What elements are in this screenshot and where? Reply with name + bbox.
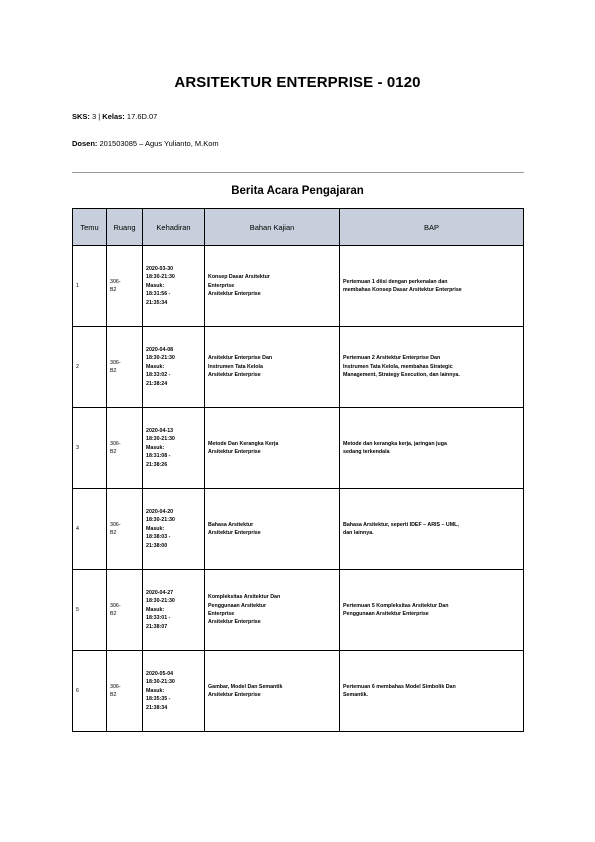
cell-bap — [340, 408, 524, 489]
course-meta-dosen — [72, 139, 219, 148]
table-row — [73, 651, 524, 732]
header-bap: BAP — [340, 209, 524, 246]
header-kehadiran: Kehadiran — [143, 209, 205, 246]
cell-ruang-line: B2 — [110, 287, 117, 293]
cell-kehadiran-line: 18:30-21:30 — [146, 355, 175, 362]
cell-ruang — [107, 489, 143, 570]
cell-bap — [340, 570, 524, 651]
cell-bap-line: Metode dan kerangka kerja, jaringan juga — [343, 440, 447, 447]
cell-kehadiran-line: 21:38:00 — [146, 542, 168, 549]
cell-ruang-line: 306- — [110, 521, 121, 528]
cell-bahan-kajian-line: Kompleksitas Arsitektur Dan — [208, 594, 281, 601]
header-temu: Temu — [73, 209, 107, 246]
cell-bahan-kajian-line: Enterprise — [208, 282, 235, 289]
kelas-label: Kelas: — [102, 112, 125, 121]
cell-bahan-kajian — [205, 651, 340, 732]
cell-bap — [340, 327, 524, 408]
cell-ruang — [107, 570, 143, 651]
cell-bap — [340, 489, 524, 570]
cell-bahan-kajian-line: Enterprise — [208, 611, 235, 617]
cell-kehadiran-line: Masuk: — [146, 444, 165, 451]
cell-kehadiran-line: 18:31:56 - — [146, 291, 171, 298]
cell-bap-line: Semantik. — [343, 692, 369, 698]
cell-kehadiran-line: 2020-04-13 — [146, 427, 174, 434]
cell-kehadiran-line: 21:35:34 — [146, 299, 168, 306]
cell-kehadiran-line: 18:30-21:30 — [146, 679, 175, 686]
sks-value: 3 | — [89, 112, 103, 121]
cell-kehadiran-line: Masuk: — [146, 525, 165, 532]
cell-kehadiran-line: 18:30-21:30 — [146, 436, 175, 443]
cell-ruang — [107, 246, 143, 327]
cell-kehadiran — [143, 246, 205, 327]
dosen-value: 201503085 – Agus Yulianto, M.Kom — [97, 139, 219, 148]
cell-bahan-kajian-line: Konsep Dasar Arsitektur — [208, 274, 270, 281]
cell-ruang-line: 306- — [110, 602, 121, 609]
cell-ruang-line: B2 — [110, 611, 117, 617]
cell-temu: 2 — [73, 327, 107, 408]
bap-table — [72, 208, 524, 732]
cell-kehadiran-line: 18:30-21:30 — [146, 598, 175, 605]
cell-ruang — [107, 651, 143, 732]
header-bahan-kajian: Bahan Kajian — [205, 209, 340, 246]
cell-ruang-line: B2 — [110, 530, 117, 536]
cell-ruang-line: 306- — [110, 359, 121, 366]
cell-bahan-kajian — [205, 570, 340, 651]
cell-kehadiran-line: Masuk: — [146, 606, 165, 613]
cell-kehadiran-line: 18:33:01 - — [146, 615, 171, 622]
dosen-label: Dosen: — [72, 139, 98, 148]
cell-ruang-line: 306- — [110, 683, 121, 690]
cell-bap-line: Penggunaan Arsitektur Enterprise — [343, 611, 429, 617]
cell-bahan-kajian-line: Bahasa Arsitektur — [208, 521, 254, 528]
cell-bahan-kajian-line: Arsitektur Enterprise Dan — [208, 355, 273, 362]
cell-bahan-kajian-line: Instrumen Tata Kelola — [208, 363, 263, 370]
cell-bap-line: Management, Strategy Execution, dan lainnya. — [343, 372, 460, 379]
cell-kehadiran-line: 18:30-21:30 — [146, 274, 175, 281]
cell-temu: 3 — [73, 408, 107, 489]
cell-temu: 5 — [73, 570, 107, 651]
cell-kehadiran-line: Masuk: — [146, 363, 165, 370]
cell-bap-line: membahas Konsep Dasar Arsitektur Enterprise — [343, 287, 462, 293]
table-row — [73, 570, 524, 651]
cell-bahan-kajian-line: Arsitektur Enterprise — [208, 449, 261, 455]
cell-kehadiran-line: 18:38:03 - — [146, 534, 171, 541]
cell-temu: 6 — [73, 651, 107, 732]
cell-bahan-kajian-line: Arsitektur Enterprise — [208, 692, 261, 698]
cell-ruang-line: B2 — [110, 368, 117, 374]
cell-bahan-kajian — [205, 408, 340, 489]
cell-bahan-kajian-line: Arsitektur Enterprise — [208, 291, 261, 298]
cell-bap-line: Pertemuan 5 Kompleksitas Arsitektur Dan — [343, 602, 449, 609]
cell-bahan-kajian-line: Arsitektur Enterprise — [208, 619, 261, 626]
cell-kehadiran-line: 2020-04-08 — [146, 346, 174, 353]
cell-kehadiran — [143, 570, 205, 651]
course-meta-sks-kelas — [72, 112, 157, 121]
sks-label: SKS: — [72, 112, 90, 121]
cell-ruang-line: 306- — [110, 278, 121, 285]
cell-kehadiran-line: 21:38:26 — [146, 461, 168, 468]
cell-kehadiran-line: 21:38:07 — [146, 623, 168, 630]
cell-bahan-kajian-line: Arsitektur Enterprise — [208, 372, 261, 379]
cell-kehadiran-line: 2020-04-27 — [146, 589, 174, 596]
cell-kehadiran-line: 21:38:34 — [146, 704, 168, 711]
table-body — [73, 246, 524, 732]
table-row — [73, 327, 524, 408]
cell-bahan-kajian — [205, 246, 340, 327]
cell-temu: 4 — [73, 489, 107, 570]
cell-ruang-line: B2 — [110, 692, 117, 698]
cell-kehadiran-line: 2020-05-04 — [146, 670, 174, 677]
cell-bap-line: Instrumen Tata Kelola, membahas Strategic — [343, 363, 453, 370]
cell-bap — [340, 246, 524, 327]
cell-bap-line: Bahasa Arsitektur, seperti IDEF – ARIS – UML, — [343, 521, 459, 528]
cell-bap-line: dan lainnya. — [343, 530, 374, 536]
horizontal-divider — [72, 172, 524, 173]
header-ruang: Ruang — [107, 209, 143, 246]
table-row — [73, 408, 524, 489]
cell-kehadiran — [143, 327, 205, 408]
cell-bap-line: Pertemuan 6 membahas Model Simbolik Dan — [343, 683, 456, 690]
cell-kehadiran — [143, 651, 205, 732]
cell-kehadiran — [143, 408, 205, 489]
cell-kehadiran — [143, 489, 205, 570]
table-row — [73, 246, 524, 327]
cell-bap-line: Pertemuan 1 diisi dengan perkenalan dan — [343, 278, 448, 285]
document-title: ARSITEKTUR ENTERPRISE - 0120 — [174, 74, 421, 91]
cell-kehadiran-line: 18:35:35 - — [146, 696, 171, 703]
cell-bap-line: Pertemuan 2 Arsitektur Enterprise Dan — [343, 355, 441, 362]
cell-kehadiran-line: 2020-04-20 — [146, 508, 174, 515]
cell-ruang — [107, 327, 143, 408]
table-header-row — [73, 209, 524, 246]
kelas-value: 17.6D.07 — [124, 112, 158, 121]
cell-ruang — [107, 408, 143, 489]
cell-kehadiran-line: 2020-03-30 — [146, 265, 174, 272]
cell-bap-line: sedang terkendala — [343, 449, 390, 455]
cell-bahan-kajian — [205, 489, 340, 570]
table-header — [73, 209, 524, 246]
cell-kehadiran-line: Masuk: — [146, 282, 165, 289]
cell-temu: 1 — [73, 246, 107, 327]
cell-kehadiran-line: Masuk: — [146, 687, 165, 694]
section-title: Berita Acara Pengajaran — [231, 185, 364, 197]
cell-ruang-line: 306- — [110, 440, 121, 447]
cell-kehadiran-line: 21:38:24 — [146, 380, 168, 387]
cell-kehadiran-line: 18:33:02 - — [146, 372, 171, 379]
cell-kehadiran-line: 18:31:08 - — [146, 453, 171, 460]
table-row — [73, 489, 524, 570]
cell-ruang-line: B2 — [110, 449, 117, 455]
cell-bap — [340, 651, 524, 732]
cell-kehadiran-line: 18:30-21:30 — [146, 517, 175, 524]
cell-bahan-kajian — [205, 327, 340, 408]
cell-bahan-kajian-line: Arsitektur Enterprise — [208, 530, 261, 536]
cell-bahan-kajian-line: Gambar, Model Dan Semantik — [208, 683, 283, 690]
cell-bahan-kajian-line: Penggunaan Arsitektur — [208, 602, 267, 609]
cell-bahan-kajian-line: Metode Dan Kerangka Kerja — [208, 440, 279, 447]
